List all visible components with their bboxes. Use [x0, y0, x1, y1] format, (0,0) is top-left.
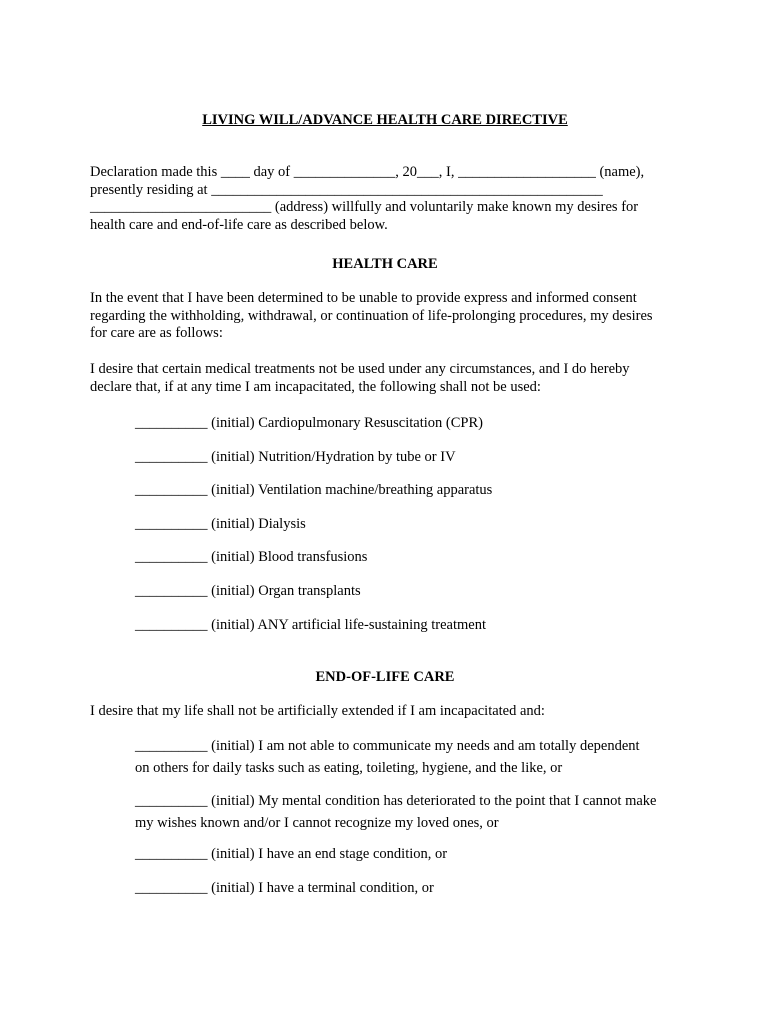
treatment-item-organ-transplants — [135, 581, 695, 603]
health-care-intro-line-2: regarding the withholding, withdrawal, or continuation of life-prolonging procedures, my desires — [90, 307, 653, 324]
health-care-heading: HEALTH CARE — [332, 256, 438, 272]
end-of-life-item-end-stage — [135, 844, 695, 866]
treatment-item-text: __________ (initial) Blood transfusions — [135, 549, 368, 565]
end-of-life-item-line-2: my wishes known and/or I cannot recognize my loved ones, or — [135, 814, 499, 831]
treatment-item-ventilation — [135, 480, 695, 502]
end-of-life-item-mental-condition — [135, 791, 695, 834]
treatment-item-cpr — [135, 413, 695, 435]
end-of-life-item-line-1: __________ (initial) I am not able to communicate my needs and am totally dependent — [135, 738, 640, 754]
treatment-item-text: __________ (initial) ANY artificial life-sustaining treatment — [135, 617, 487, 633]
treatment-item-dialysis — [135, 514, 695, 536]
declaration-line-1: Declaration made this ____ day of ______________, 20___, I, ___________________ (name), — [90, 164, 645, 180]
treatment-item-text: __________ (initial) Dialysis — [135, 516, 306, 532]
end-of-life-item-line-1: __________ (initial) I have an end stage condition, or — [135, 846, 448, 862]
end-of-life-intro: I desire that my life shall not be artificially extended if I am incapacitated and: — [90, 703, 545, 719]
treatment-desire-line-2: declare that, if at any time I am incapacitated, the following shall not be used: — [90, 378, 541, 395]
treatment-item-text: __________ (initial) Ventilation machine/breathing apparatus — [135, 482, 493, 498]
health-care-intro-line-1: In the event that I have been determined to be unable to provide express and informed consent — [90, 290, 637, 306]
treatment-item-text: __________ (initial) Organ transplants — [135, 583, 361, 599]
treatment-item-text: __________ (initial) Cardiopulmonary Resuscitation (CPR) — [135, 415, 483, 431]
end-of-life-item-line-1: __________ (initial) My mental condition has deteriorated to the point that I cannot make — [135, 793, 657, 809]
declaration-paragraph — [90, 164, 690, 234]
health-care-intro-paragraph — [90, 290, 690, 343]
end-of-life-item-terminal — [135, 878, 695, 900]
treatment-desire-line-1: I desire that certain medical treatments not be used under any circumstances, and I do hereby — [90, 361, 630, 377]
end-of-life-item-line-1: __________ (initial) I have a terminal condition, or — [135, 880, 434, 896]
treatment-item-text: __________ (initial) Nutrition/Hydration by tube or IV — [135, 449, 456, 465]
declaration-line-3: _________________________ (address) willfully and voluntarily make known my desires for — [90, 199, 639, 215]
end-of-life-item-line-2: on others for daily tasks such as eating, toileting, hygiene, and the like, or — [135, 759, 563, 776]
end-of-life-heading: END-OF-LIFE CARE — [315, 669, 455, 685]
declaration-line-2: presently residing at ______________________________________________________ — [90, 181, 603, 198]
document-title: LIVING WILL/ADVANCE HEALTH CARE DIRECTIVE — [202, 112, 568, 128]
declaration-line-4: health care and end-of-life care as described below. — [90, 216, 388, 233]
treatment-desire-paragraph — [90, 361, 690, 396]
end-of-life-item-dependent — [135, 736, 695, 779]
treatment-item-any-artificial — [135, 615, 695, 637]
health-care-intro-line-3: for care are as follows: — [90, 325, 223, 341]
treatment-item-nutrition — [135, 447, 695, 469]
treatment-item-blood-transfusions — [135, 547, 695, 569]
